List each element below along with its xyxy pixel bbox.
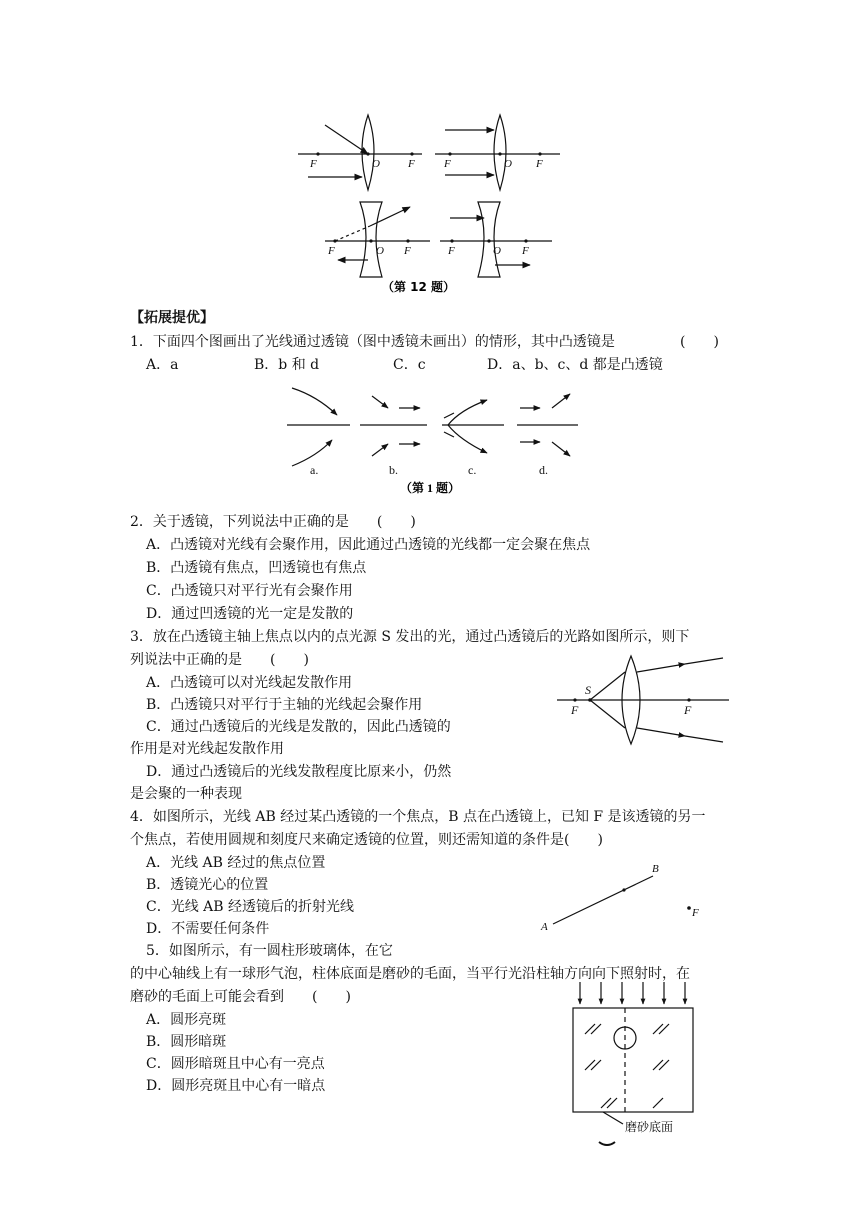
q1-fig-label-c: c. xyxy=(468,463,477,477)
q4-fig-label-b: B xyxy=(652,863,659,875)
q5-option-c: C．圆形暗斑且中心有一亮点 xyxy=(146,1056,325,1072)
fig12-label-f: F xyxy=(522,245,529,257)
q4-stem-line2: 个焦点，若使用圆规和刻度尺来确定透镜的位置，则还需知道的条件是( ) xyxy=(130,832,603,848)
q2-option-b: B．凸透镜有焦点，凹透镜也有焦点 xyxy=(146,560,367,576)
q3-fig-label-f: F xyxy=(571,703,579,717)
q3-stem-line1: 3．放在凸透镜主轴上焦点以内的点光源 S 发出的光，通过凸透镜后的光路如图所示，则下 xyxy=(130,629,690,645)
figure-q5 xyxy=(563,978,703,1150)
q2-option-c: C．凸透镜只对平行光有会聚作用 xyxy=(146,583,353,599)
q5-stem-line3: 磨砂的毛面上可能会看到 ( ) xyxy=(130,989,351,1005)
q5-option-d: D．圆形亮斑且中心有一暗点 xyxy=(146,1078,326,1094)
section-title: 【拓展提优】 xyxy=(130,310,214,326)
q5-stem-line2: 的中心轴线上有一球形气泡，柱体底面是磨砂的毛面，当平行光沿柱轴方向向下照射时，在 xyxy=(130,966,690,982)
q2-stem: 2．关于透镜，下列说法中正确的是 ( ) xyxy=(130,514,416,530)
q3-option-c: C．通过凸透镜后的光线是发散的，因此凸透镜的 xyxy=(146,719,451,735)
q5-stem-line1: 5．如图所示，有一圆柱形玻璃体，在它 xyxy=(146,943,393,959)
q1-fig-label-d: d. xyxy=(539,463,548,477)
figure-q1-caption: （第 1 题） xyxy=(400,481,461,495)
fig12-label-f: F xyxy=(404,245,411,257)
q1-paren: ( ) xyxy=(680,334,719,350)
q5-fig-label: 磨砂底面 xyxy=(625,1120,674,1134)
q4-fig-label-f: F xyxy=(692,907,699,919)
q3-option-b: B．凸透镜只对平行于主轴的光线起会聚作用 xyxy=(146,697,423,713)
q5-option-b: B．圆形暗斑 xyxy=(146,1034,227,1050)
q4-option-c: C．光线 AB 经透镜后的折射光线 xyxy=(146,899,355,915)
fig12-label-f: F xyxy=(444,158,451,170)
fig12-label-o: O xyxy=(376,245,384,257)
q1-fig-label-b: b. xyxy=(389,463,398,477)
q3-option-a: A．凸透镜可以对光线起发散作用 xyxy=(146,675,353,691)
q3-option-d-cont: 是会聚的一种表现 xyxy=(130,786,242,802)
q1-option-b: B．b 和 d xyxy=(254,357,320,373)
q1-stem: 1．下面四个图画出了光线通过透镜（图中透镜未画出）的情形，其中凸透镜是 xyxy=(130,334,615,350)
q3-option-c-cont: 作用是对光线起发散作用 xyxy=(130,741,284,757)
q3-option-d: D．通过凸透镜后的光线发散程度比原来小，仍然 xyxy=(146,764,452,780)
q1-fig-label-a: a. xyxy=(310,463,319,477)
q3-fig-label-f: F xyxy=(684,703,692,717)
q5-option-a: A．圆形亮斑 xyxy=(146,1012,227,1028)
q4-fig-label-a: A xyxy=(541,921,548,933)
q3-stem-line2: 列说法中正确的是 ( ) xyxy=(130,652,309,668)
fig12-label-o: O xyxy=(493,245,501,257)
fig12-label-o: O xyxy=(372,158,380,170)
figure-12 xyxy=(290,105,570,300)
fig12-label-f: F xyxy=(408,158,415,170)
fig12-label-f: F xyxy=(310,158,317,170)
q4-stem-line1: 4．如图所示，光线 AB 经过某凸透镜的一个焦点，B 点在凸透镜上，已知 F 是该透镜的另一 xyxy=(130,809,706,825)
q1-option-a: A．a xyxy=(146,357,179,373)
figure-12-caption: （第 12 题） xyxy=(382,280,456,294)
figure-q3 xyxy=(553,650,733,750)
q2-option-a: A．凸透镜对光线有会聚作用，因此通过凸透镜的光线都一定会聚在焦点 xyxy=(146,537,591,553)
figure-q1 xyxy=(282,378,582,500)
q4-option-d: D．不需要任何条件 xyxy=(146,921,270,937)
fig12-label-o: O xyxy=(504,158,512,170)
fig12-label-f: F xyxy=(536,158,543,170)
q1-option-d: D．a、b、c、d 都是凸透镜 xyxy=(487,357,663,373)
figure-q4 xyxy=(535,858,715,938)
q4-option-a: A．光线 AB 经过的焦点位置 xyxy=(146,855,326,871)
fig12-label-f: F xyxy=(448,245,455,257)
fig12-label-f: F xyxy=(328,245,335,257)
q4-option-b: B．透镜光心的位置 xyxy=(146,877,269,893)
q3-fig-label-s: S xyxy=(585,683,591,697)
q2-option-d: D．通过凹透镜的光一定是发散的 xyxy=(146,606,354,622)
q1-option-c: C．c xyxy=(393,357,426,373)
